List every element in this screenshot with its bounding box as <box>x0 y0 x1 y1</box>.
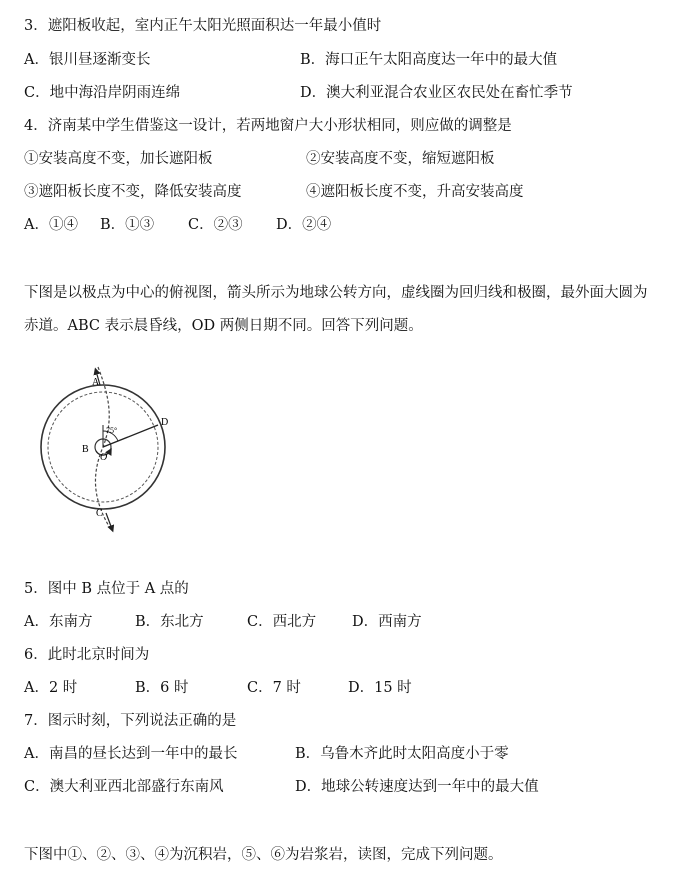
label-d: D <box>161 417 169 428</box>
q6-option-d[interactable]: D．15 时 <box>348 680 412 696</box>
q4-stem: 4．济南某中学生借鉴这一设计，若两地窗户大小形状相同，则应做的调整是 <box>24 118 512 134</box>
q3-option-b[interactable]: B．海口正午太阳高度达一年中的最大值 <box>300 52 558 68</box>
intro1-line1: 下图是以极点为中心的俯视图，箭头所示为地球公转方向，虚线圈为回归线和极圈，最外面大圆为 <box>24 285 648 301</box>
q7-stem: 7．图示时刻，下列说法正确的是 <box>24 713 237 729</box>
q4-option-d[interactable]: D．②④ <box>276 217 332 233</box>
q3-option-a[interactable]: A．银川昼逐渐变长 <box>24 52 151 68</box>
q7-option-c[interactable]: C．澳大利亚西北部盛行东南风 <box>24 779 224 795</box>
q3-option-c[interactable]: C．地中海沿岸阴雨连绵 <box>24 85 181 101</box>
q7-option-d[interactable]: D．地球公转速度达到一年中的最大值 <box>295 779 539 795</box>
q3-stem: 3．遮阳板收起，室内正午太阳光照面积达一年最小值时 <box>24 18 382 34</box>
q5-option-d[interactable]: D．西南方 <box>352 614 422 630</box>
intro1-line2: 赤道。ABC 表示晨昏线，OD 两侧日期不同。回答下列问题。 <box>24 318 423 334</box>
q6-option-a[interactable]: A．2 时 <box>24 680 78 696</box>
q5-option-a[interactable]: A．东南方 <box>24 614 93 630</box>
polar-view-diagram <box>30 363 180 533</box>
q3-option-d[interactable]: D．澳大利亚混合农业区农民处在畜忙季节 <box>300 85 573 101</box>
intro2-line1: 下图中①、②、③、④为沉积岩，⑤、⑥为岩浆岩，读图，完成下列问题。 <box>24 847 503 863</box>
q4-option-a[interactable]: A．①④ <box>24 217 78 233</box>
q4-choice-1: ①安装高度不变，加长遮阳板 <box>24 151 213 167</box>
q5-stem: 5．图中 B 点位于 A 点的 <box>24 581 189 597</box>
label-c: C <box>96 508 103 519</box>
q4-option-c[interactable]: C．②③ <box>188 217 243 233</box>
q4-choice-2: ②安装高度不变，缩短遮阳板 <box>306 151 495 167</box>
q4-choice-4: ④遮阳板长度不变，升高安装高度 <box>306 184 524 200</box>
label-angle: 75° <box>106 426 118 435</box>
q5-option-b[interactable]: B．东北方 <box>135 614 204 630</box>
q7-option-a[interactable]: A．南昌的昼长达到一年中的最长 <box>24 746 238 762</box>
label-b: B <box>82 444 89 455</box>
q6-stem: 6．此时北京时间为 <box>24 647 150 663</box>
terminator-line <box>95 367 110 528</box>
label-o: O <box>100 452 108 463</box>
q5-option-c[interactable]: C．西北方 <box>247 614 317 630</box>
q4-choice-3: ③遮阳板长度不变，降低安装高度 <box>24 184 242 200</box>
q7-option-b[interactable]: B．乌鲁木齐此时太阳高度小于零 <box>295 746 509 762</box>
q6-option-b[interactable]: B．6 时 <box>135 680 189 696</box>
q6-option-c[interactable]: C．7 时 <box>247 680 301 696</box>
label-a: A <box>92 377 100 388</box>
q4-option-b[interactable]: B．①③ <box>100 217 155 233</box>
